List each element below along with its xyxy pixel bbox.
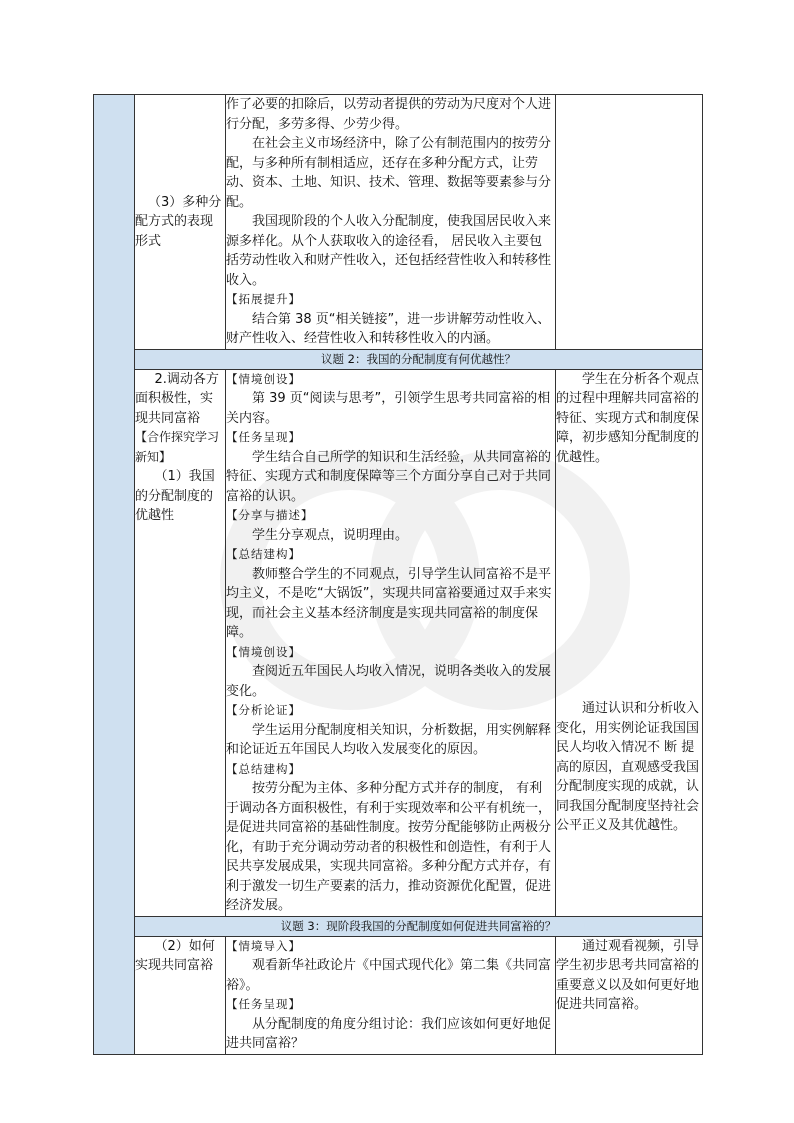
row1-label [135,95,226,350]
row2-note-1: 学生在分析各个观点的过程中理解共同富裕的特征、实现方式和制度保障，初步感知分配制度的优越性。 [556,371,700,465]
row2-label-sub: （1）我国的分配制度的优越性 [135,469,215,523]
topic-3-title: 议题 3：现阶段我国的分配制度如何促进共同富裕的？ [135,916,703,936]
row3-label [135,936,226,1054]
row1-content [226,95,556,350]
topic-2-title: 议题 2：我国的分配制度有何优越性？ [135,349,703,369]
block-text: 学生结合自己所学的知识和生活经验，从共同富裕的特征、实现方式和制度保障等三个方面分享自己对于共同富裕的认识。 [226,449,552,504]
row1-paragraph: 结合第 38 页“相关链接”，进一步讲解劳动性收入、财产性收入、经营性收入和转移性收入的内涵。 [226,311,551,346]
row3-note-text: 通过观看视频，引导学生初步思考共同富裕的重要意义以及如何更好地促进共同富裕。 [556,938,700,1012]
row1-note [556,95,703,350]
row1-paragraph: 在社会主义市场经济中，除了公有制范围内的按劳分配，与多种所有制相适应，还存在多种分配方式，让劳动、资本、土地、知识、技术、管理、数据等要素参与分配。 [226,136,552,210]
block-text: 教师整合学生的不同观点，引导学生认同富裕不是平均主义，不是吃“大锅饭”，实现共同富裕要通过双手来实现，而社会主义基本经济制度是实现共同富裕的制度保障。 [226,566,552,640]
block-text: 学生运用分配制度相关知识，分析数据，用实例解释和论证近五年国民人均收入发展变化的原因。 [226,722,552,757]
topic-row-2 [94,349,703,369]
block-text: 第 39 页“阅读与思考”，引领学生思考共同富裕的相关内容。 [226,391,551,426]
row-common-prosperity [94,936,703,1054]
row3-content [226,936,556,1054]
row2-label-main: 2.调动各方面积极性，实现共同富裕 [135,371,219,426]
section-tag: 【总结建构】 [226,547,301,561]
block-text: 学生分享观点，说明理由。 [252,527,409,543]
left-margin-cell [94,95,135,1055]
row3-note [556,936,703,1054]
section-tag: 【情境导入】 [226,938,301,953]
row3-label-text: （2）如何实现共同富裕 [135,938,215,973]
section-tag: 【总结建构】 [226,761,301,776]
lesson-plan-table [93,94,703,1055]
section-tag: 【情境创设】 [226,371,301,386]
section-tag: 【任务呈现】 [226,430,301,444]
row2-label-tag: 【合作探究学习新知】 [135,430,220,464]
row1-label-text: （3）多种分配方式的表现形式 [135,194,222,249]
row2-content [226,369,556,916]
section-tag: 【情境创设】 [226,644,301,659]
section-tag: 【拓展提升】 [226,292,301,306]
section-tag: 【分享与描述】 [226,508,314,522]
topic-row-3 [94,916,703,936]
section-tag: 【分析论证】 [226,703,301,717]
row-superiority [94,369,703,916]
section-tag: 【任务呈现】 [226,997,301,1011]
row1-paragraph: 我国现阶段的个人收入分配制度，使我国居民收入来源多样化。从个人获取收入的途径看， 居民收入主要包括劳动性收入和财产性收入，还包括经营性收入和转移性收入。 [226,214,552,288]
row2-label [135,369,226,916]
row2-notes [556,369,703,916]
row2-note-2: 通过认识和分析收入变化，用实例论证我国国民人均收入情况不 断 提高的原因，直观感受我国分配制度实现的成就，认同我国分配制度坚持社会公平正义及其优越性。 [556,701,700,833]
block-text: 按劳分配为主体、多种分配方式并存的制度， 有利于调动各方面积极性，有利于实现效率和公平有机统一，是促进共同富裕的基础性制度。按劳分配能够防止两极分化，有助于充分调动劳动者的积极性和创造性，有利于人民共享发展成果，实现共同富裕。多种分配方式并存，有利于激发一切生产要素的活力，推动资源优化配置，促进经济发展。 [226,781,552,913]
block-text: 查阅近五年国民人均收入情况，说明各类收入的发展变化。 [226,664,552,699]
row-distribution-forms [94,95,703,350]
block-text: 观看新华社政论片《中国式现代化》第二集《共同富裕》。 [226,958,552,993]
row1-paragraph: 作了必要的扣除后，以劳动者提供的劳动为尺度对个人进行分配，多劳多得、少劳少得。 [226,97,552,132]
block-text: 从分配制度的角度分组讨论：我们应该如何更好地促进共同富裕？ [226,1016,552,1051]
